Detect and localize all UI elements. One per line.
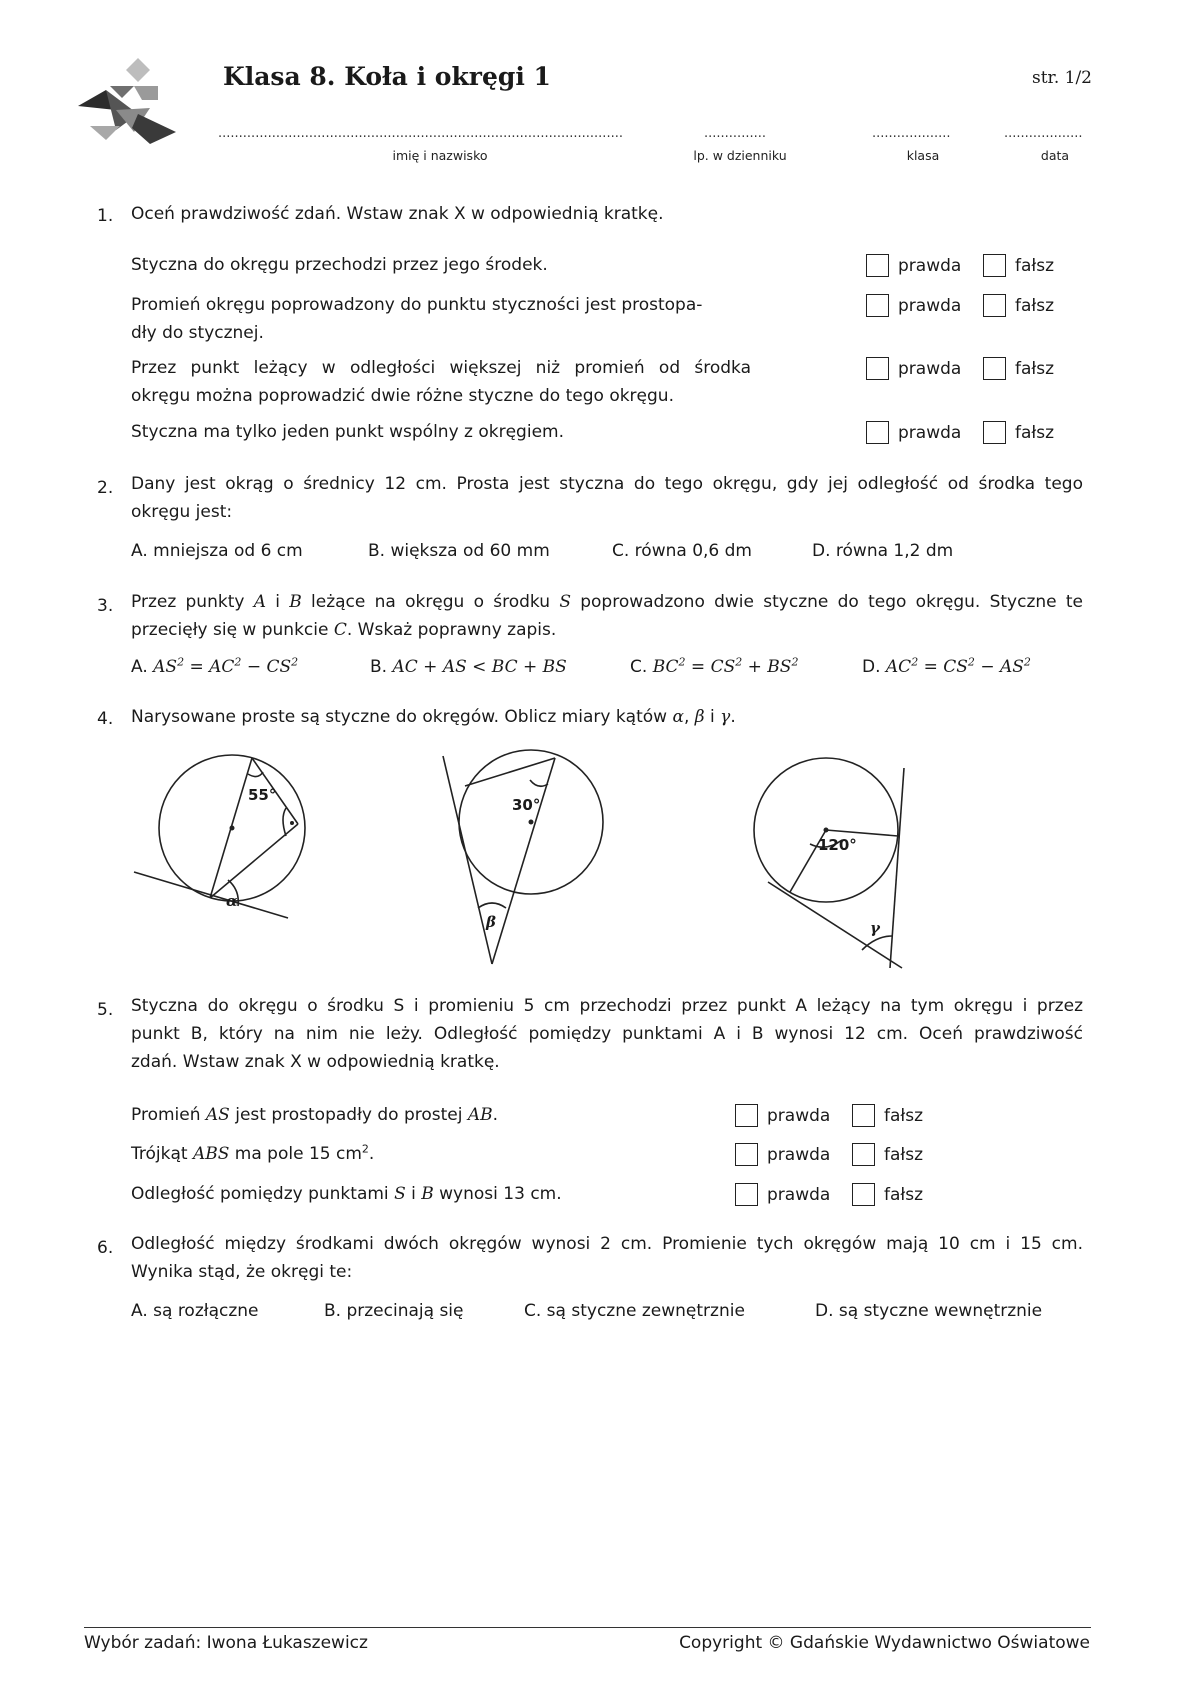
point-b: B	[289, 592, 302, 612]
figure-3-gamma-arc	[862, 936, 892, 950]
q5-text-part: i	[405, 1184, 422, 1204]
segment-as: AS	[205, 1105, 230, 1125]
publisher-logo	[76, 56, 180, 146]
date-field[interactable]: ...................	[1004, 126, 1083, 141]
option-letter: D.	[862, 657, 881, 677]
q6-text-line-2: Wynika stąd, że okręgi te:	[131, 1262, 353, 1282]
figure-1-angle-label: 55°	[248, 786, 277, 804]
math-term: = CS	[685, 657, 736, 677]
q4-text-part: .	[730, 707, 736, 727]
q1-s3-false-checkbox[interactable]	[983, 357, 1006, 380]
figure-1-alpha-label: α	[226, 892, 238, 910]
point-a: A	[253, 592, 266, 612]
q5-text-part: Trójkąt	[131, 1144, 193, 1164]
q3-text-part: poprowadzono dwie styczne do tego okręgu. Styczne te	[570, 592, 1084, 612]
q3-text-part: leżące na okręgu o środku	[301, 592, 560, 612]
figure-2-angle-label: 30°	[512, 796, 541, 814]
q1-s2-false-checkbox[interactable]	[983, 294, 1006, 317]
figure-3-angle-label: 120°	[818, 836, 857, 854]
q2-option-d[interactable]: D. równa 1,2 dm	[812, 541, 954, 561]
figures-q4	[0, 740, 1200, 980]
figure-1-right-angle-arc	[283, 808, 286, 836]
option-letter: B.	[370, 657, 388, 677]
q1-s2-true-label: prawda	[898, 296, 962, 316]
lp-caption: lp. w dzienniku	[693, 148, 787, 163]
option-letter: A.	[131, 657, 148, 677]
exponent: 2	[177, 655, 185, 669]
q5-s1-false-label: fałsz	[884, 1106, 924, 1126]
q1-s2-false-label: fałsz	[1015, 296, 1055, 316]
q1-s3-true-label: prawda	[898, 359, 962, 379]
q5-s1-true-checkbox[interactable]	[735, 1104, 758, 1127]
q3-number: 3.	[97, 596, 114, 616]
q6-option-b[interactable]: B. przecinają się	[324, 1301, 464, 1321]
q1-statement-2-line-2: dły do stycznej.	[131, 323, 264, 343]
q5-s3-true-label: prawda	[767, 1185, 831, 1205]
q1-s4-false-checkbox[interactable]	[983, 421, 1006, 444]
figure-1-angle-55-arc	[248, 772, 263, 777]
q1-s1-false-checkbox[interactable]	[983, 254, 1006, 277]
math-term: AS	[153, 657, 178, 677]
figure-2-angle-30-arc	[530, 780, 548, 786]
q1-s2-true-checkbox[interactable]	[866, 294, 889, 317]
q6-text	[131, 1230, 1083, 1286]
q3-text-part: i	[265, 592, 290, 612]
line-ab: AB	[467, 1105, 493, 1125]
q6-number: 6.	[97, 1238, 114, 1258]
q2-number: 2.	[97, 478, 114, 498]
q5-text-line-3: zdań. Wstaw znak X w odpowiednią kratkę.	[131, 1052, 500, 1072]
class-field[interactable]: ...................	[872, 126, 951, 141]
q5-text	[131, 992, 1083, 1076]
q1-statement-2	[131, 291, 751, 347]
footer-divider	[84, 1627, 1091, 1628]
math-term: − CS	[241, 657, 292, 677]
exponent: 2	[678, 655, 686, 669]
lp-field[interactable]: ...............	[704, 126, 766, 141]
q4-text	[131, 703, 736, 731]
q6-option-a[interactable]: A. są rozłączne	[131, 1301, 259, 1321]
page-number: str. 1/2	[1032, 68, 1092, 88]
q5-s1-false-checkbox[interactable]	[852, 1104, 875, 1127]
exponent: 2	[234, 655, 242, 669]
q6-option-c[interactable]: C. są styczne zewnętrznie	[524, 1301, 745, 1321]
q6-option-d[interactable]: D. są styczne wewnętrznie	[815, 1301, 1043, 1321]
q2-text-line-2: okręgu jest:	[131, 502, 233, 522]
q1-number: 1.	[97, 206, 114, 226]
q5-statement-2	[131, 1140, 374, 1168]
q2-option-c[interactable]: C. równa 0,6 dm	[612, 541, 752, 561]
figure-3-tangent-vertical	[890, 768, 904, 968]
q5-s2-false-checkbox[interactable]	[852, 1143, 875, 1166]
q1-s4-true-label: prawda	[898, 423, 962, 443]
q5-text-part: .	[492, 1105, 499, 1125]
q1-statement-3-line-1: Przez punkt leżący w odległości większej niż promień od środka	[131, 358, 751, 378]
q1-statement-1: Styczna do okręgu przechodzi przez jego środek.	[131, 255, 548, 275]
math-term: AC	[885, 657, 912, 677]
figure-2-beta-arc	[478, 903, 506, 908]
q1-s3-true-checkbox[interactable]	[866, 357, 889, 380]
q5-text-part: Promień	[131, 1105, 206, 1125]
triangle-abs: ABS	[192, 1144, 230, 1164]
q5-text-line-1: Styczna do okręgu o środku S i promieniu 5 cm przechodzi przez punkt A leżący na tym okręgu i przez	[131, 996, 1083, 1016]
point-s: S	[559, 592, 571, 612]
math-expression: AC + AS < BC + BS	[392, 657, 567, 677]
q1-s3-false-label: fałsz	[1015, 359, 1055, 379]
q1-s4-true-checkbox[interactable]	[866, 421, 889, 444]
figure-2-beta-label: β	[486, 913, 496, 931]
figure-3-tangent	[768, 882, 902, 968]
q5-s2-false-label: fałsz	[884, 1145, 924, 1165]
q5-text-line-2: punkt B, który na nim nie leży. Odległość pomiędzy punktami A i B wynosi 12 cm. Oceń prawdziwość	[131, 1024, 1083, 1044]
alpha-symbol: α	[672, 707, 684, 727]
q1-s1-true-label: prawda	[898, 256, 962, 276]
q5-s3-false-checkbox[interactable]	[852, 1183, 875, 1206]
q5-text-part: ma pole 15 cm	[229, 1144, 362, 1164]
q5-s3-true-checkbox[interactable]	[735, 1183, 758, 1206]
q2-text	[131, 470, 1083, 526]
point-s: S	[394, 1184, 406, 1204]
figure-1-center-dot	[230, 826, 235, 831]
q3-text-part: Przez punkty	[131, 592, 254, 612]
q3-text-line-2	[131, 620, 556, 640]
q1-text: Oceń prawdziwość zdań. Wstaw znak X w odpowiednią kratkę.	[131, 204, 664, 224]
figure-3-center-dot	[824, 828, 829, 833]
exponent: 2	[291, 655, 299, 669]
q4-text-part: i	[704, 707, 721, 727]
class-caption: klasa	[906, 148, 940, 163]
date-caption: data	[1040, 148, 1070, 163]
q5-text-part: jest prostopadły do prostej	[229, 1105, 468, 1125]
q4-number: 4.	[97, 709, 114, 729]
q5-s2-true-label: prawda	[767, 1145, 831, 1165]
q1-s1-false-label: fałsz	[1015, 256, 1055, 276]
q3-text-part: . Wskaż poprawny zapis.	[346, 620, 557, 640]
figure-2-tangent-right	[492, 758, 555, 964]
q1-statement-4: Styczna ma tylko jeden punkt wspólny z okręgiem.	[131, 422, 564, 442]
exponent: 2	[791, 655, 799, 669]
q5-statement-1	[131, 1101, 498, 1129]
q5-statement-3	[131, 1180, 562, 1208]
q1-s4-false-label: fałsz	[1015, 423, 1055, 443]
exponent: 2	[911, 655, 919, 669]
q5-s1-true-label: prawda	[767, 1106, 831, 1126]
footer-copyright: Copyright © Gdańskie Wydawnictwo Oświatowe	[679, 1633, 1090, 1653]
q3-option-d[interactable]	[862, 657, 1031, 677]
q2-text-line-1: Dany jest okrąg o średnicy 12 cm. Prosta jest styczna do tego okręgu, gdy jej odległość od środka tego	[131, 474, 1083, 494]
q5-number: 5.	[97, 1000, 114, 1020]
math-term: = AC	[184, 657, 235, 677]
name-field[interactable]: ..................................................................................................	[218, 126, 623, 141]
q2-option-b[interactable]: B. większa od 60 mm	[368, 541, 550, 561]
option-letter: C.	[630, 657, 648, 677]
figure-1-right-angle-dot	[290, 821, 294, 825]
q1-statement-2-line-1: Promień okręgu poprowadzony do punktu styczności jest prostopa-	[131, 295, 703, 315]
q3-text-line-1	[131, 588, 1083, 616]
math-term: − AS	[974, 657, 1024, 677]
exponent: 2	[735, 655, 743, 669]
q3-text	[131, 588, 1083, 644]
q1-s1-true-checkbox[interactable]	[866, 254, 889, 277]
point-b: B	[421, 1184, 434, 1204]
q3-option-b[interactable]	[370, 657, 567, 677]
q5-s2-true-checkbox[interactable]	[735, 1143, 758, 1166]
exponent: 2	[967, 655, 975, 669]
math-term: BC	[652, 657, 679, 677]
q3-option-c[interactable]	[630, 657, 798, 677]
q4-text-part: ,	[683, 707, 695, 727]
q6-text-line-1: Odległość między środkami dwóch okręgów wynosi 2 cm. Promienie tych okręgów mają 10 cm i 15 cm.	[131, 1234, 1083, 1254]
math-term: = CS	[918, 657, 968, 677]
q5-text-part: .	[368, 1144, 375, 1164]
q5-s3-false-label: fałsz	[884, 1185, 924, 1205]
exponent: 2	[361, 1142, 369, 1156]
math-term: + BS	[742, 657, 792, 677]
figure-3-gamma-label: γ	[870, 919, 880, 937]
beta-symbol: β	[694, 707, 705, 727]
name-caption: imię i nazwisko	[392, 148, 488, 163]
figure-1-chord	[210, 824, 298, 898]
q5-text-part: Odległość pomiędzy punktami	[131, 1184, 395, 1204]
page-title: Klasa 8. Koła i okręgi 1	[223, 62, 551, 91]
footer-author: Wybór zadań: Iwona Łukaszewicz	[84, 1633, 368, 1653]
q2-option-a[interactable]: A. mniejsza od 6 cm	[131, 541, 303, 561]
q3-option-a[interactable]	[131, 657, 298, 677]
point-c: C	[333, 620, 347, 640]
q1-statement-3-line-2: okręgu można poprowadzić dwie różne styczne do tego okręgu.	[131, 386, 674, 406]
gamma-symbol: γ	[720, 707, 731, 727]
figure-2-center-dot	[529, 820, 534, 825]
q4-text-part: Narysowane proste są styczne do okręgów. Oblicz miary kątów	[131, 707, 673, 727]
q3-text-part: przecięły się w punkcie	[131, 620, 334, 640]
q1-statement-3	[131, 354, 751, 410]
q5-text-part: wynosi 13 cm.	[433, 1184, 562, 1204]
exponent: 2	[1023, 655, 1031, 669]
